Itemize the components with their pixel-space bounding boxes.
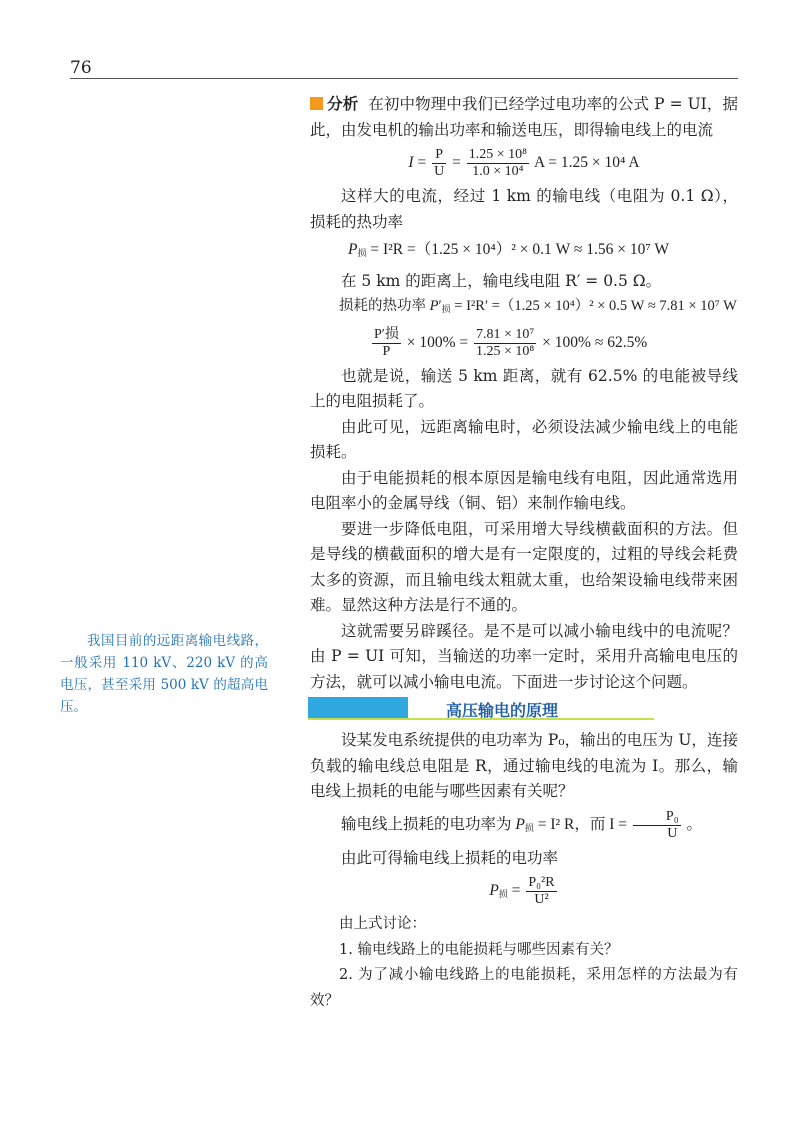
analysis-intro-text: 在初中物理中我们已经学过电功率的公式 P = UI，据此，由发电机的输出功率和输送电压，即得输电线上的电流 xyxy=(310,95,738,139)
paragraph-cross-section: 要进一步降低电阻，可采用增大导线横截面积的方法。但是导线的横截面积的增大是有一定限度的，过粗的导线会耗费太多的资源，而且输电线太粗就太重，也给架设输电线带来困难。显然这种方法是行不通的。 xyxy=(310,519,738,614)
paragraph-heat-loss: 这样大的电流，经过 1 km 的输电线（电阻为 0.1 Ω），损耗的热功率 xyxy=(310,187,738,231)
paragraph-conclusion: 也就是说，输送 5 km 距离，就有 62.5% 的电能被导线上的电阻损耗了。 xyxy=(310,366,738,410)
analysis-section xyxy=(310,92,738,695)
paragraph-setup: 设某发电系统提供的电功率为 P₀，输出的电压为 U，连接负载的输电线总电阻是 R，通过输电线的电流为 I。那么，输电线上损耗的电能与哪些因素有关呢？ xyxy=(310,731,738,800)
section-title: 高压输电的原理 xyxy=(446,701,559,720)
formula-current: I = $\frac{P}{U}$ = $\frac{\text{1.25 × 10⁸}}{\text{1.0 × 10⁴}}$ A = 1.25 × 10⁴ A xyxy=(408,147,640,179)
question-1: 1. 输电线路上的电能损耗与哪些因素有关？ xyxy=(339,941,619,958)
analysis-intro xyxy=(310,92,738,143)
formula-ratio: $\frac{\text{P′损}}{P}$ × 100% = $\frac{\text{7.81 × 10⁷}}{\text{1.25 × 10⁸}}$ × 100% ≈ 62.5% xyxy=(374,326,648,359)
heading-blue-band xyxy=(308,697,408,719)
high-voltage-section xyxy=(310,728,738,1014)
paragraph-resistance-5km: 在 5 km 的距离上，输电线电阻 R′ = 0.5 Ω。 xyxy=(341,271,662,290)
fraction-result: $\frac{\text{P₀²R}}{\text{U²}}$ xyxy=(528,875,555,907)
analysis-label: 分析 xyxy=(327,95,359,113)
discussion-intro: 由上式讨论： xyxy=(339,916,426,932)
paragraph-reduce-loss: 由此可见，远距离输电时，必须设法减少输电线上的电能损耗。 xyxy=(310,417,738,461)
formula-loss-power: 输电线上损耗的电功率为 $P_损 = I^2$ R，而 I = $\frac{\text{P₀}}{U}$ 。 xyxy=(341,808,702,841)
fraction-p-u: $\frac{P}{U}$ xyxy=(434,147,445,179)
fraction-ratio-values: $\frac{\text{7.81 × 10⁷}}{\text{1.25 × 10⁸}}$ xyxy=(476,326,535,359)
paragraph-derive: 由此可得输电线上损耗的电功率 xyxy=(341,848,559,867)
margin-note: 我国目前的远距离输电线路，一般采用 110 kV、220 kV 的高电压，甚至采用 500 kV 的超高电压。 xyxy=(60,633,268,715)
fraction-ratio: $\frac{\text{P′损}}{P}$ xyxy=(374,326,399,359)
fraction-p0-u: $\frac{\text{P₀}}{U}$ xyxy=(633,809,681,842)
formula-loss-result: $P_损$ = $\frac{\text{P₀²R}}{\text{U²}}$ xyxy=(489,875,555,907)
heading-underline xyxy=(308,718,654,720)
formula-heat-5km: 损耗的热功率 $P'_损 = I^2R' =(1.25 \times 10^4)^2 \times 0.5$ W ≈ 7.81 × 10⁷ W xyxy=(339,298,737,314)
paragraph-new-path: 这就需要另辟蹊径。是不是可以减小输电线中的电流呢？由 P = UI 可知，当输送的功率一定时，采用升高输电电压的方法，就可以减小输电电流。下面进一步讨论这个问题。 xyxy=(310,621,738,691)
page-number: 76 xyxy=(70,58,92,78)
section-heading xyxy=(308,697,654,719)
header-rule xyxy=(70,78,738,79)
question-2: 2. 为了减小输电线路上的电能损耗，采用怎样的方法最为有效？ xyxy=(310,967,738,1009)
formula-heat-1km: $P_损 = I^2R =(1.25 \times 10^4)^2 \times 0.1$ W ≈ 1.56 × 10⁷ W xyxy=(348,241,669,258)
paragraph-material: 由于电能损耗的根本原因是输电线有电阻，因此通常选用电阻率小的金属导线（铜、铝）来制作输电线。 xyxy=(310,468,738,512)
fraction-values: $\frac{\text{1.25 × 10⁸}}{\text{1.0 × 10⁴}}$ xyxy=(468,147,527,179)
orange-square-icon xyxy=(310,97,323,110)
